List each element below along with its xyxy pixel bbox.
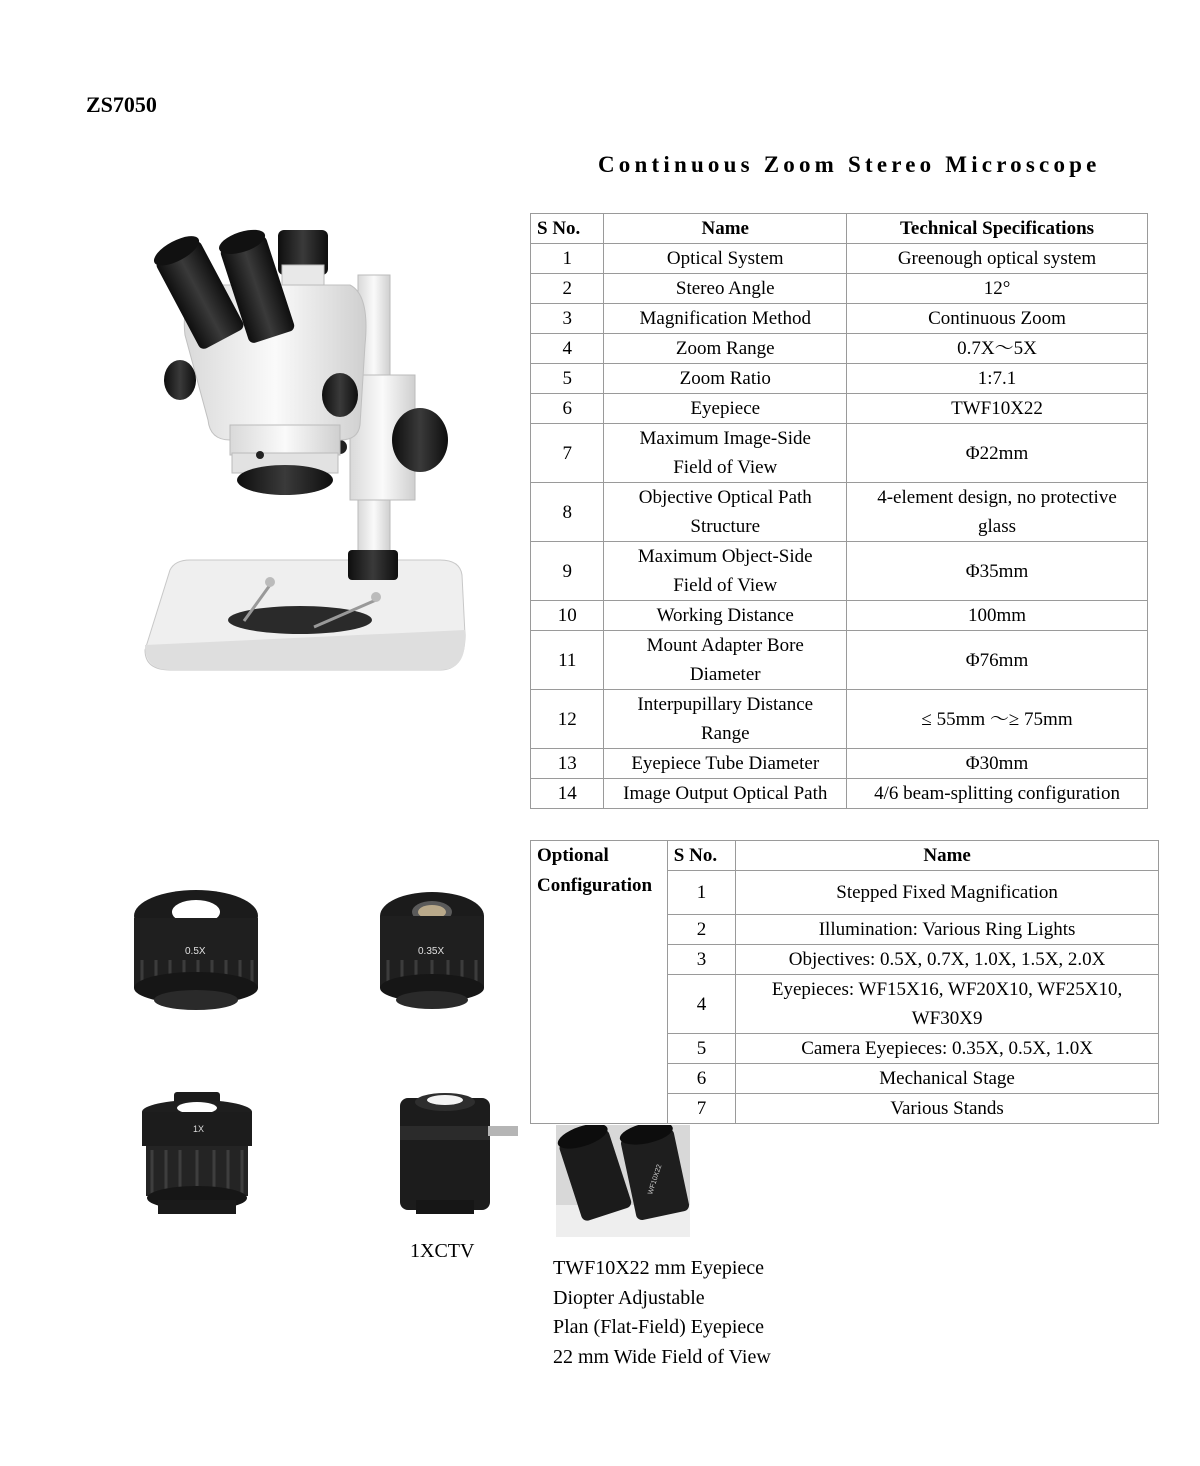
optional-config-table — [530, 840, 1159, 1124]
row-name: Illumination: Various Ring Lights — [736, 915, 1159, 945]
adapter-1x-image — [138, 1090, 256, 1218]
row-name-line: Objective Optical Path — [638, 487, 812, 508]
row-spec: Φ22mm — [847, 424, 1148, 483]
adapter-1x-label: 1X — [193, 1124, 205, 1134]
row-no: 13 — [531, 749, 604, 779]
header-name: Name — [604, 214, 847, 244]
row-name-line: Structure — [690, 516, 761, 537]
row-name: Various Stands — [736, 1094, 1159, 1124]
label-line: Optional — [537, 845, 609, 866]
row-name — [736, 975, 1159, 1034]
row-spec: TWF10X22 — [847, 394, 1148, 424]
spec-table-header — [531, 214, 1148, 244]
row-name: Zoom Ratio — [604, 364, 847, 394]
row-spec-line: glass — [978, 516, 1017, 537]
row-spec-line: 4-element design, no protective — [877, 487, 1117, 508]
row-spec: Greenough optical system — [847, 244, 1148, 274]
row-spec: 0.7X～5X — [847, 334, 1148, 364]
table-row — [531, 749, 1148, 779]
spec-table — [530, 213, 1148, 809]
row-name: Eyepiece Tube Diameter — [604, 749, 847, 779]
table-row — [531, 483, 1148, 542]
eyepiece-note: TWF10X22 mm Eyepiece — [553, 1257, 765, 1279]
adapter-035x-label: 0.35X — [418, 946, 445, 957]
row-name — [604, 483, 847, 542]
row-no: 6 — [531, 394, 604, 424]
row-name: Camera Eyepieces: 0.35X, 0.5X, 1.0X — [736, 1034, 1159, 1064]
row-name-line: Interpupillary Distance — [637, 694, 814, 715]
row-no: 6 — [667, 1064, 735, 1094]
row-name: Objectives: 0.5X, 0.7X, 1.0X, 1.5X, 2.0X — [736, 945, 1159, 975]
table-row — [531, 542, 1148, 601]
row-no: 1 — [531, 244, 604, 274]
table-row — [531, 631, 1148, 690]
row-no: 7 — [531, 424, 604, 483]
header-name: Name — [736, 841, 1159, 871]
row-spec: Φ35mm — [847, 542, 1148, 601]
row-no: 5 — [667, 1034, 735, 1064]
table-row — [531, 364, 1148, 394]
row-spec: Continuous Zoom — [847, 304, 1148, 334]
row-name-line: Diameter — [689, 664, 761, 685]
row-no: 12 — [531, 690, 604, 749]
eyepiece-image — [556, 1125, 690, 1237]
row-no: 10 — [531, 601, 604, 631]
row-name-line: Eyepieces: WF15X16, WF20X10, WF25X10, — [771, 979, 1123, 1000]
adapter-05x-image — [130, 888, 262, 1012]
row-name: Mechanical Stage — [736, 1064, 1159, 1094]
row-name — [604, 424, 847, 483]
optional-config-label — [531, 841, 668, 1124]
adapter-05x-label: 0.5X — [185, 946, 206, 957]
row-no: 4 — [531, 334, 604, 364]
adapter-1xctv-image — [394, 1090, 522, 1218]
row-name-line: Range — [700, 723, 750, 744]
row-name: Working Distance — [604, 601, 847, 631]
row-name-line: Field of View — [673, 457, 778, 478]
row-name-line: Mount Adapter Bore — [646, 635, 804, 656]
microscope-image — [140, 225, 470, 675]
header-spec: Technical Specifications — [847, 214, 1148, 244]
optional-table-header — [531, 841, 1159, 871]
table-row — [531, 424, 1148, 483]
row-name: Image Output Optical Path — [604, 779, 847, 809]
eyepiece-notes — [553, 1254, 771, 1372]
row-no: 1 — [667, 871, 735, 915]
row-no: 5 — [531, 364, 604, 394]
row-spec: Φ76mm — [847, 631, 1148, 690]
table-row — [531, 779, 1148, 809]
table-row — [531, 394, 1148, 424]
row-name — [604, 690, 847, 749]
row-no: 7 — [667, 1094, 735, 1124]
row-spec: 12° — [847, 274, 1148, 304]
row-name-line: Maximum Image-Side — [639, 428, 811, 449]
table-row — [531, 690, 1148, 749]
eyepiece-ring-label: WF10X22 — [647, 1163, 664, 1196]
row-no: 11 — [531, 631, 604, 690]
row-spec — [847, 483, 1148, 542]
row-name-line: Maximum Object-Side — [637, 546, 813, 567]
header-sno: S No. — [531, 214, 604, 244]
row-name: Eyepiece — [604, 394, 847, 424]
row-no: 2 — [667, 915, 735, 945]
row-name: Optical System — [604, 244, 847, 274]
row-name: Stepped Fixed Magnification — [736, 871, 1159, 915]
row-name: Zoom Range — [604, 334, 847, 364]
header-sno: S No. — [667, 841, 735, 871]
eyepiece-note: Diopter Adjustable — [553, 1286, 705, 1309]
table-row — [531, 601, 1148, 631]
row-spec: 4/6 beam-splitting configuration — [847, 779, 1148, 809]
label-line: Configuration — [537, 875, 653, 896]
table-row — [531, 244, 1148, 274]
row-name-line: WF30X9 — [911, 1008, 983, 1029]
table-row — [531, 274, 1148, 304]
page-title: Continuous Zoom Stereo Microscope — [598, 152, 1101, 177]
adapter-1xctv-caption: 1XCTV — [410, 1240, 475, 1262]
row-no: 2 — [531, 274, 604, 304]
row-name: Magnification Method — [604, 304, 847, 334]
row-no: 3 — [531, 304, 604, 334]
model-number: ZS7050 — [86, 92, 157, 117]
row-name-line: Field of View — [673, 575, 778, 596]
eyepiece-note: Plan (Flat-Field) Eyepiece — [553, 1316, 765, 1338]
table-row — [531, 334, 1148, 364]
row-spec: 100mm — [847, 601, 1148, 631]
row-spec: 1:7.1 — [847, 364, 1148, 394]
row-name: Stereo Angle — [604, 274, 847, 304]
row-name — [604, 542, 847, 601]
eyepiece-note: 22 mm Wide Field of View — [553, 1345, 771, 1368]
table-row — [531, 304, 1148, 334]
row-no: 9 — [531, 542, 604, 601]
adapter-035x-image — [376, 888, 488, 1012]
row-no: 4 — [667, 975, 735, 1034]
row-no: 3 — [667, 945, 735, 975]
row-no: 14 — [531, 779, 604, 809]
row-spec: Φ30mm — [847, 749, 1148, 779]
row-spec: ≤ 55mm ～≥ 75mm — [847, 690, 1148, 749]
row-name — [604, 631, 847, 690]
row-no: 8 — [531, 483, 604, 542]
